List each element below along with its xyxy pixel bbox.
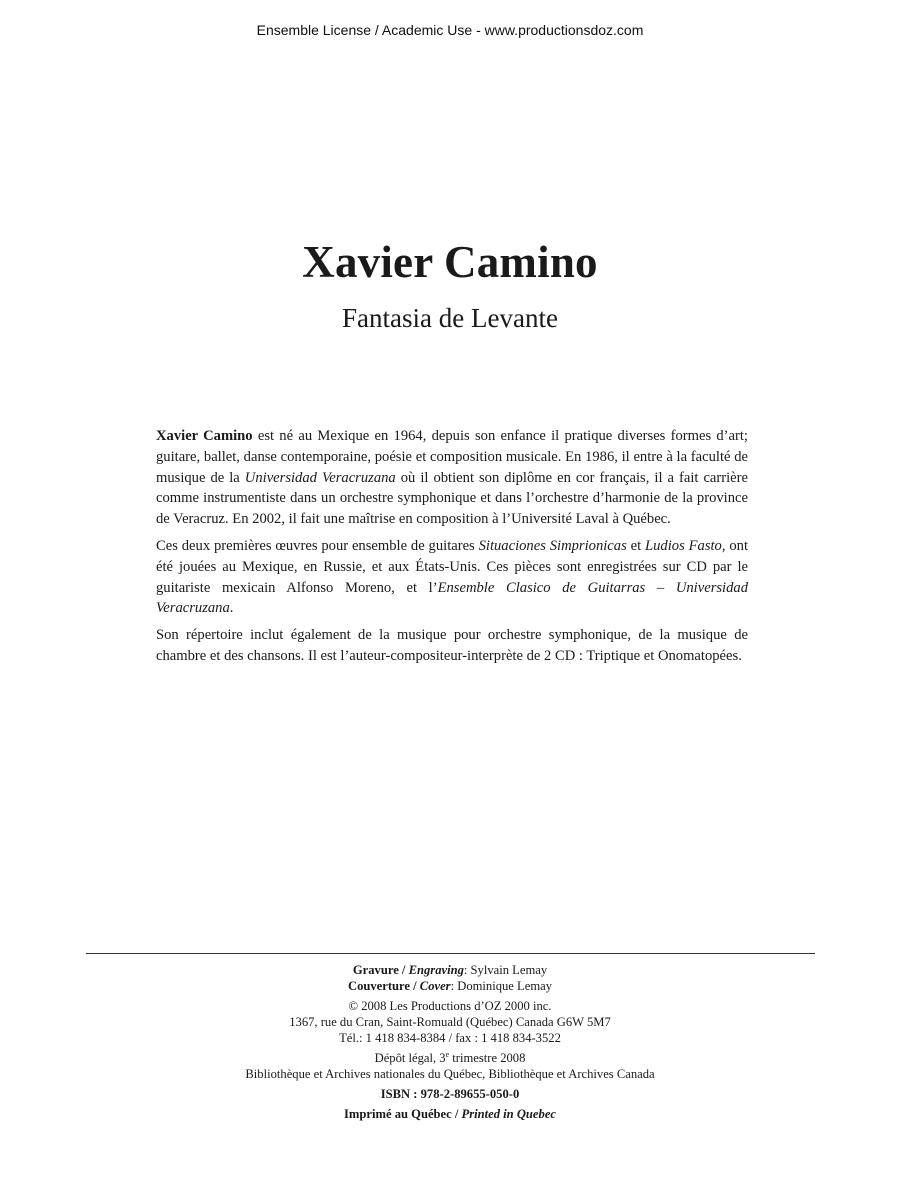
credits-block [0,962,900,1126]
bio-text: Ces deux premières œuvres pour ensemble de guitares [156,537,479,554]
cover-label: Cover [419,979,451,993]
publisher-address: 1367, rue du Cran, Saint-Romuald (Québec) Canada G6W 5M7 [289,1015,611,1029]
engraving-label: Engraving [408,963,464,977]
publisher-info [0,998,900,1046]
isbn: ISBN : 978-2-89655-050-0 [380,1087,520,1101]
biography [156,426,748,673]
bio-text: est né au Mexique en 1964, depuis son enfance il pratique diverses formes d’art; guitare, ballet, danse contemporaine, poésie et composition musicale. En 1986, il entre à la faculté de musique de la [156,428,748,486]
bio-text: où il obtient son diplôme en cor français, il a fait carrière comme instrumentiste dans un orchestre symphonique et dans l’orchestre d’harmonie de la province de Veracruz. En 2002, il fait une maîtrise en composition à l’Université Laval à Québec. [156,469,748,528]
bio-ensemble-name: Ensemble Clasico de Guitarras – Universidad Veracruzana [156,579,748,617]
bio-composer-name: Xavier Camino [156,428,253,444]
copyright-line: © 2008 Les Productions d’OZ 2000 inc. [348,999,552,1013]
engraving-cover-credits [0,962,900,994]
publisher-phone: Tél.: 1 418 834-8384 / fax : 1 418 834-3522 [339,1031,561,1045]
bio-paragraph-1 [156,426,748,530]
depot-legal-line: Dépôt légal, 3e trimestre 2008 [374,1049,526,1065]
footer-divider [86,953,815,954]
archives-line: Bibliothèque et Archives nationales du Québec, Bibliothèque et Archives Canada [245,1067,655,1081]
gravure-label: Gravure / [352,963,406,977]
printed-in: Imprimé au Québec / Printed in Quebec [344,1107,556,1121]
legal-deposit [0,1050,900,1082]
composer-name: Xavier Camino [302,237,598,287]
cover-artist-name: : Dominique Lemay [450,979,553,993]
bio-work-title: Ludios Fasto, [645,537,726,554]
bio-text: ont été jouées au Mexique, en Russie, et aux États-Unis. Ces pièces sont enregistrées sur CD par le guitariste mexicain Alfonso Moreno, et l’ [156,537,748,596]
bio-text: et [626,537,646,554]
bio-text: . [229,600,234,617]
couverture-label: Couverture / [347,979,417,993]
engraver-name: : Sylvain Lemay [463,963,548,977]
engraving-credit [0,962,900,978]
cover-credit [0,978,900,994]
bio-paragraph-2 [156,536,748,619]
bio-paragraph-3: Son répertoire inclut également de la musique pour orchestre symphonique, de la musique de chambre et des chansons. Il est l’auteur-compositeur-interprète de 2 CD : Triptique et Onomatopées. [156,627,748,664]
work-title: Fantasia de Levante [342,303,558,333]
license-header: Ensemble License / Academic Use - www.productionsdoz.com [256,22,644,38]
bio-school: Universidad Veracruzana [244,469,396,486]
bio-work-title: Situaciones Simprionicas [478,537,627,554]
